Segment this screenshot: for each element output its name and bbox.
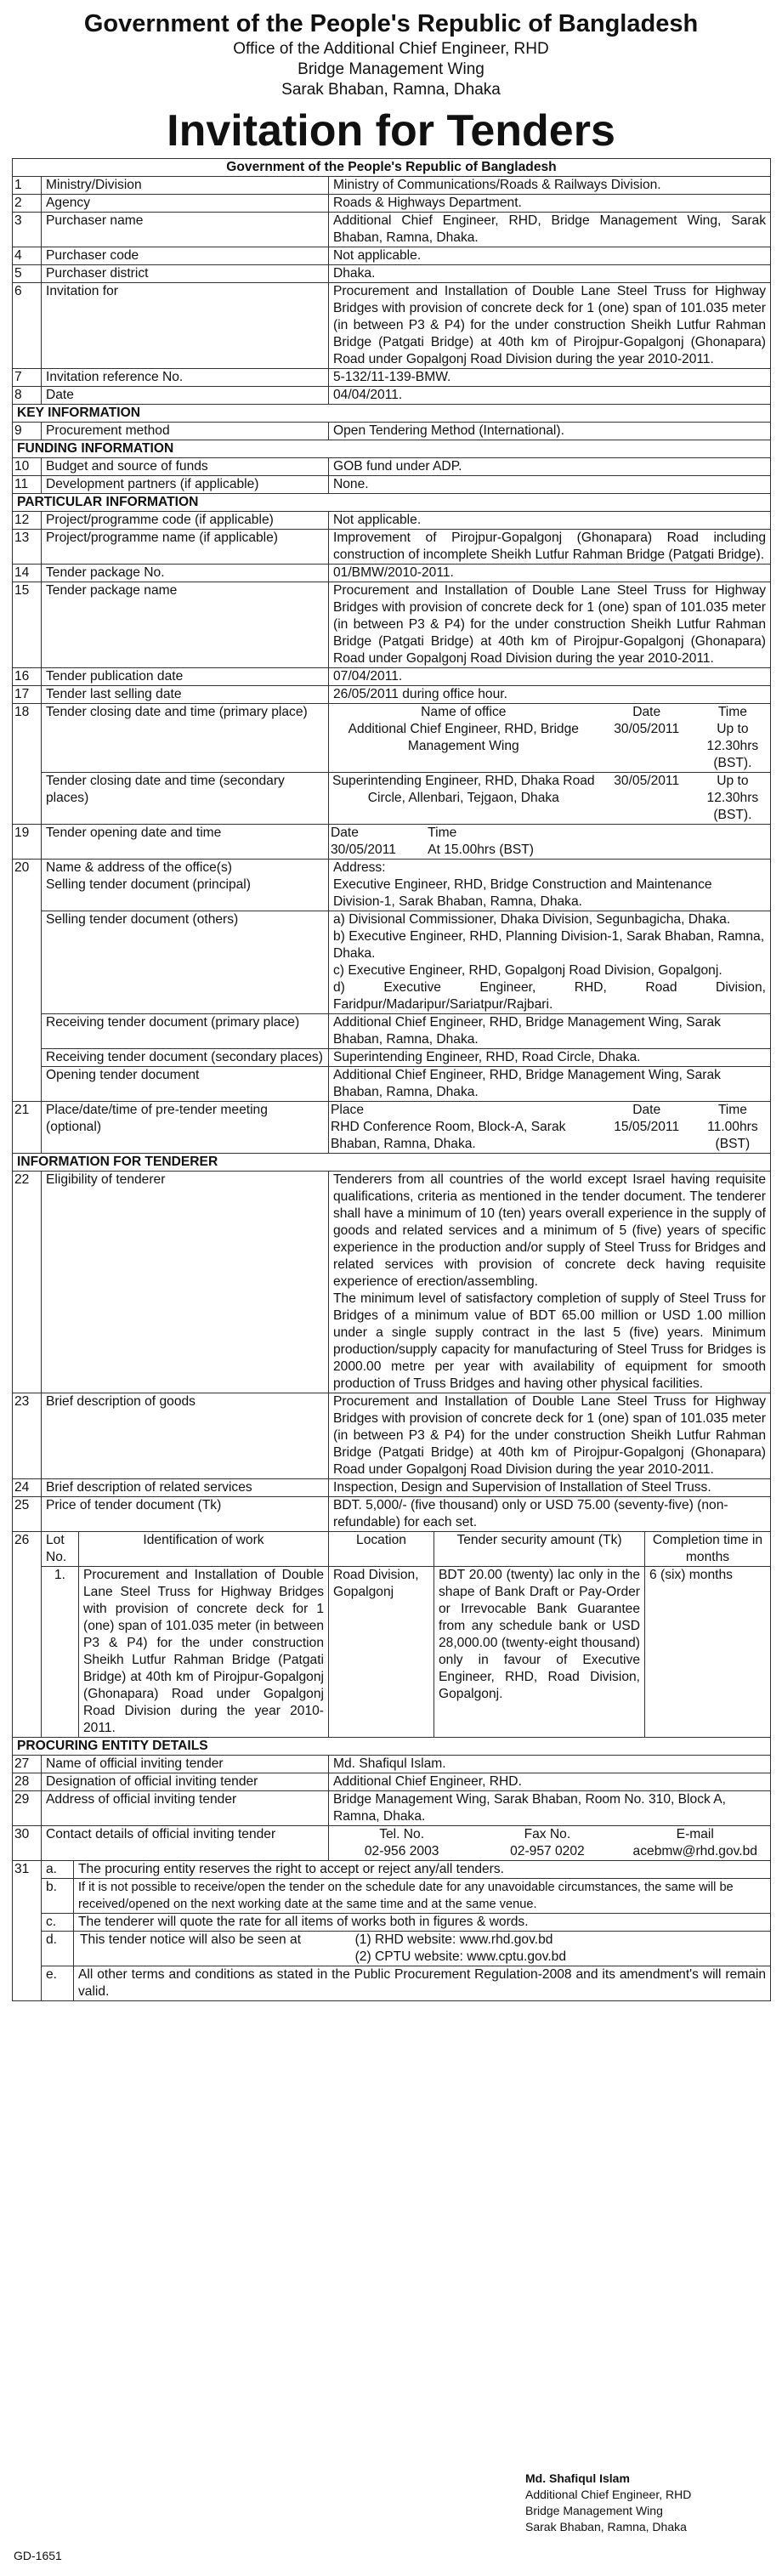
row-value: Additional Chief Engineer, RHD, Bridge Management Wing, Sarak Bhaban, Ramna, Dhaka. bbox=[329, 213, 771, 247]
table-row bbox=[13, 773, 771, 825]
row-label: Receiving tender document (secondary places) bbox=[42, 1049, 329, 1067]
header-time: Time bbox=[717, 705, 747, 719]
table-row bbox=[13, 860, 771, 877]
condition-key: a. bbox=[42, 1861, 74, 1879]
footer-code: GD-1651 bbox=[14, 2549, 62, 2562]
header-date: Date bbox=[632, 705, 661, 719]
selling-office-b: b) Executive Engineer, RHD, Planning Division-1, Sarak Bhaban, Ramna, Dhaka. bbox=[333, 929, 765, 961]
table-row bbox=[13, 1773, 771, 1791]
condition-text: If it is not possible to receive/open the tender on the schedule date for any unavoidable circumstances, the same will be received/opened on the next working date at the same time and at the same venue. bbox=[74, 1879, 771, 1914]
table-row bbox=[13, 247, 771, 265]
row-number: 27 bbox=[13, 1756, 42, 1773]
header-completion: Completion time in months bbox=[645, 1532, 771, 1567]
header-address: Sarak Bhaban, Ramna, Dhaka bbox=[281, 81, 501, 99]
table-row bbox=[13, 1049, 771, 1067]
fax-number: 02-957 0202 bbox=[510, 1844, 585, 1858]
row-value: Executive Engineer, RHD, Bridge Construction and Maintenance Division-1, Sarak Bhaban, Ramna, Dhaka. bbox=[329, 877, 771, 911]
contact-table bbox=[329, 1826, 770, 1860]
opening-date: 30/05/2011 bbox=[331, 843, 396, 857]
header-date: Date bbox=[331, 826, 359, 840]
row-value: Additional Chief Engineer, RHD. bbox=[329, 1773, 771, 1791]
header-location: Location bbox=[329, 1532, 434, 1567]
table-row bbox=[13, 387, 771, 405]
header bbox=[12, 9, 770, 158]
procuring-entity-table bbox=[12, 1737, 771, 1861]
cptu-website: (2) CPTU website: www.cptu.gov.bd bbox=[354, 1949, 567, 1964]
lot-header-row bbox=[13, 1532, 771, 1567]
section-row bbox=[13, 405, 771, 423]
row-number: 6 bbox=[13, 283, 42, 369]
table-row bbox=[13, 369, 771, 387]
tender-security: BDT 20.00 (twenty) lac only in the shape of Bank Draft or Pay-Order or Irrevocable Bank Guarantee from any schedule bank or USD 28,000.00 (twenty-eight thousand) only in favour of Executive Engineer, RHD, Road Division, Gopalgonj. bbox=[434, 1567, 645, 1738]
row-value: 04/04/2011. bbox=[329, 387, 771, 405]
rhd-website: (1) RHD website: www.rhd.gov.bd bbox=[354, 1932, 553, 1947]
row-number: 1 bbox=[13, 177, 42, 195]
closing-primary-table bbox=[329, 704, 770, 772]
row-value: 01/BMW/2010-2011. bbox=[329, 565, 771, 582]
table-row bbox=[13, 825, 771, 860]
table-caption: Government of the People's Republic of Bangladesh bbox=[13, 159, 771, 177]
signatory-designation: Additional Chief Engineer, RHD bbox=[525, 2488, 692, 2501]
table-row bbox=[13, 1756, 771, 1773]
selling-office-a: a) Divisional Commissioner, Dhaka Division, Segunbagicha, Dhaka. bbox=[333, 912, 731, 927]
row-number: 20 bbox=[13, 860, 42, 1102]
table-row bbox=[13, 877, 771, 911]
row-value: Open Tendering Method (International). bbox=[329, 423, 771, 440]
condition-text: All other terms and conditions as stated in the Public Procurement Regulation-2008 and its amendment's will remain valid. bbox=[74, 1966, 771, 2001]
condition-key: e. bbox=[42, 1966, 74, 2001]
row-label: Designation of official inviting tender bbox=[42, 1773, 329, 1791]
section-row bbox=[13, 494, 771, 512]
table-row bbox=[13, 530, 771, 565]
table-row bbox=[13, 668, 771, 686]
eligibility-paragraph: Tenderers from all countries of the world except Israel having requisite qualifications, criteria as mentioned in the tender document. The tenderer shall have a minimum of 10 (ten) years overall experience in the supply of goods and related services and a minimum of 5 (five) years of specific experience in the production and/or supply of Steel Truss for Bridges and related services with provision of concrete deck having requisite experience of erection/assembling. bbox=[333, 1172, 766, 1289]
row-label: Brief description of goods bbox=[42, 1393, 329, 1479]
row-label: Tender opening date and time bbox=[42, 825, 329, 860]
signature-block bbox=[525, 2471, 691, 2535]
table-row bbox=[13, 476, 771, 494]
lot-row bbox=[13, 1567, 771, 1738]
condition-row bbox=[13, 1932, 771, 1966]
row-label: Agency bbox=[42, 195, 329, 213]
row-value: Procurement and Installation of Double Lane Steel Truss for Highway Bridges with provision of concrete deck for 1 (one) span of 101.035 meter (in between P3 & P4) for the under construction Sheikh Lutfur Rahman Bridge (Patgati Bridge) at 40th km of Pirojpur-Gopalgonj (Ghonapara) Road under Gopalgonj Road Division during the year 2010-2011. bbox=[329, 283, 771, 369]
table-row bbox=[13, 1014, 771, 1049]
selling-office-c: c) Executive Engineer, RHD, Gopalgonj Road Division, Gopalgonj. bbox=[333, 963, 722, 978]
row-number: 12 bbox=[13, 512, 42, 530]
meeting-time: 11.00hrs (BST) bbox=[707, 1120, 758, 1151]
header-security: Tender security amount (Tk) bbox=[434, 1532, 645, 1567]
condition-text: The tenderer will quote the rate for all items of works both in figures & words. bbox=[74, 1914, 771, 1932]
row-value: Superintending Engineer, RHD, Road Circle, Dhaka. bbox=[329, 1049, 771, 1067]
row-label: Brief description of related services bbox=[42, 1479, 329, 1497]
lot-number: 1. bbox=[42, 1567, 79, 1738]
row-value: 5-132/11-139-BMW. bbox=[329, 369, 771, 387]
signatory-address: Sarak Bhaban, Ramna, Dhaka bbox=[525, 2520, 687, 2533]
row-label: Selling tender document (others) bbox=[42, 911, 329, 1014]
row-label: Tender closing date and time (primary place) bbox=[42, 704, 329, 773]
row-number: 8 bbox=[13, 387, 42, 405]
row-label: Procurement method bbox=[42, 423, 329, 440]
work-description: Procurement and Installation of Double Lane Steel Truss for Highway Bridges with provision of concrete deck for 1 (one) span of 101.035 meter (in between P3 & P4) for the under construction Sheikh Lutfur Rahman Bridge (Patgati Bridge) at 40th km of Pirojpur-Gopalgonj (Ghonapara) Road under Gopalgonj Road Division during the year 2010-2011. bbox=[79, 1567, 329, 1738]
row-number: 15 bbox=[13, 582, 42, 668]
page-title: Invitation for Tenders bbox=[167, 106, 615, 156]
row-label: Name & address of the office(s) bbox=[42, 860, 329, 877]
closing-date: 30/05/2011 bbox=[614, 722, 680, 736]
header-government: Government of the People's Republic of Bangladesh bbox=[83, 10, 699, 37]
row-number: 18 bbox=[13, 704, 42, 825]
header-time: Time bbox=[428, 826, 457, 840]
row-label: Date bbox=[42, 387, 329, 405]
table-row bbox=[13, 265, 771, 283]
row-number: 3 bbox=[13, 213, 42, 247]
row-label: Invitation reference No. bbox=[42, 369, 329, 387]
row-number: 19 bbox=[13, 825, 42, 860]
tender-notice bbox=[12, 7, 770, 2001]
tel-number: 02-956 2003 bbox=[364, 1844, 439, 1858]
row-number: 13 bbox=[13, 530, 42, 565]
row-value: 07/04/2011. bbox=[329, 668, 771, 686]
row-label: Place/date/time of pre-tender meeting (optional) bbox=[42, 1102, 329, 1154]
row-label: Contact details of official inviting tender bbox=[42, 1826, 329, 1861]
table-row bbox=[13, 1497, 771, 1532]
row-number: 4 bbox=[13, 247, 42, 265]
meeting-date: 15/05/2011 bbox=[614, 1120, 680, 1134]
condition-text: The procuring entity reserves the right to accept or reject any/all tenders. bbox=[74, 1861, 771, 1879]
row-number: 23 bbox=[13, 1393, 42, 1479]
row-number: 30 bbox=[13, 1826, 42, 1861]
row-label: Budget and source of funds bbox=[42, 458, 329, 476]
section-heading: PARTICULAR INFORMATION bbox=[13, 494, 771, 512]
row-label: Project/programme code (if applicable) bbox=[42, 512, 329, 530]
row-label: Receiving tender document (primary place) bbox=[42, 1014, 329, 1049]
condition-text bbox=[74, 1932, 771, 1966]
table-row bbox=[13, 512, 771, 530]
row-label: Tender closing date and time (secondary places) bbox=[42, 773, 329, 825]
section-row bbox=[13, 1738, 771, 1756]
header-date: Date bbox=[632, 1103, 661, 1117]
row-value: Procurement and Installation of Double Lane Steel Truss for Highway Bridges with provision of concrete deck for 1 (one) span of 101.035 meter (in between P3 & P4) for the under construction Sheikh Lutfur Rahman Bridge (Patgati Bridge) at 40th km of Pirojpur-Gopalgonj (Ghonapara) Road under Gopalgonj Road Division during the year 2010-2011. bbox=[329, 582, 771, 668]
row-label: Selling tender document (principal) bbox=[42, 877, 329, 911]
conditions-table bbox=[12, 1860, 771, 2001]
table-row bbox=[13, 565, 771, 582]
row-value: GOB fund under ADP. bbox=[329, 458, 771, 476]
row-value: Roads & Highways Department. bbox=[329, 195, 771, 213]
address-heading: Address: bbox=[329, 860, 771, 877]
row-label: Purchaser district bbox=[42, 265, 329, 283]
table-row bbox=[13, 283, 771, 369]
row-number: 21 bbox=[13, 1102, 42, 1154]
row-label: Purchaser code bbox=[42, 247, 329, 265]
table-row bbox=[13, 1067, 771, 1102]
row-label: Opening tender document bbox=[42, 1067, 329, 1102]
selling-office-d: d) Executive Engineer, RHD, Road Division, Faridpur/Madaripur/Sariatpur/Rajbari. bbox=[333, 980, 766, 1012]
row-value: Inspection, Design and Supervision of Installation of Steel Truss. bbox=[329, 1479, 771, 1497]
row-label: Price of tender document (Tk) bbox=[42, 1497, 329, 1532]
section-heading: KEY INFORMATION bbox=[13, 405, 771, 423]
row-number: 10 bbox=[13, 458, 42, 476]
table-row bbox=[13, 686, 771, 704]
row-number: 24 bbox=[13, 1479, 42, 1497]
row-value: Not applicable. bbox=[329, 247, 771, 265]
header-work: Identification of work bbox=[79, 1532, 329, 1567]
tenderer-info-table bbox=[12, 1153, 771, 1532]
row-number: 9 bbox=[13, 423, 42, 440]
table-row bbox=[13, 458, 771, 476]
closing-date: 30/05/2011 bbox=[614, 774, 680, 788]
row-label: Development partners (if applicable) bbox=[42, 476, 329, 494]
table-row bbox=[13, 911, 771, 1014]
row-number: 5 bbox=[13, 265, 42, 283]
email-address: acebmw@rhd.gov.bd bbox=[632, 1844, 757, 1858]
row-value: Dhaka. bbox=[329, 265, 771, 283]
row-value: Procurement and Installation of Double Lane Steel Truss for Highway Bridges with provision of concrete deck for 1 (one) span of 101.035 meter (in between P3 & P4) for the under construction Sheikh Lutfur Rahman Bridge (Patgati Bridge) at 40th km of Pirojpur-Gopalgonj (Ghonapara) Road under Gopalgonj Road Division during the year 2010-2011. bbox=[329, 1393, 771, 1479]
table-row bbox=[13, 195, 771, 213]
header-tel: Tel. No. bbox=[379, 1827, 425, 1841]
row-number: 29 bbox=[13, 1791, 42, 1826]
pre-tender-meeting-table bbox=[329, 1102, 770, 1153]
table-row bbox=[13, 1102, 771, 1154]
row-number: 17 bbox=[13, 686, 42, 704]
table-row bbox=[13, 213, 771, 247]
row-label: Invitation for bbox=[42, 283, 329, 369]
condition-row bbox=[13, 1966, 771, 2001]
signatory-name: Md. Shafiqul Islam bbox=[525, 2471, 630, 2485]
row-number: 31 bbox=[13, 1861, 42, 2001]
row-value bbox=[329, 911, 771, 1014]
row-number: 16 bbox=[13, 668, 42, 686]
completion-time: 6 (six) months bbox=[645, 1567, 771, 1738]
row-value: 26/05/2011 during office hour. bbox=[329, 686, 771, 704]
row-label: Eligibility of tenderer bbox=[42, 1172, 329, 1393]
row-value bbox=[329, 1172, 771, 1393]
table-row bbox=[13, 1172, 771, 1393]
row-label: Tender package No. bbox=[42, 565, 329, 582]
header-office: Name of office bbox=[421, 705, 507, 719]
section-heading: INFORMATION FOR TENDERER bbox=[13, 1154, 771, 1172]
row-number: 2 bbox=[13, 195, 42, 213]
row-number: 7 bbox=[13, 369, 42, 387]
row-value: Additional Chief Engineer, RHD, Bridge Management Wing, Sarak Bhaban, Ramna, Dhaka. bbox=[329, 1067, 771, 1102]
table-row bbox=[13, 704, 771, 773]
row-label: Tender last selling date bbox=[42, 686, 329, 704]
row-value: Improvement of Pirojpur-Gopalgonj (Ghonapara) Road including construction of incomplete Sheikh Lutfur Rahman Bridge (Patgati Bridge). bbox=[329, 530, 771, 565]
office-name: Superintending Engineer, RHD, Dhaka Road Circle, Allenbari, Tejgaon, Dhaka bbox=[332, 774, 595, 805]
row-label: Ministry/Division bbox=[42, 177, 329, 195]
table-row bbox=[13, 1791, 771, 1826]
header-office: Office of the Additional Chief Engineer, RHD bbox=[233, 40, 549, 58]
row-value: Bridge Management Wing, Sarak Bhaban, Room No. 310, Block A, Ramna, Dhaka. bbox=[329, 1791, 771, 1826]
header-fax: Fax No. bbox=[524, 1827, 571, 1841]
condition-row bbox=[13, 1879, 771, 1914]
row-number: 26 bbox=[13, 1532, 42, 1738]
website-note: This tender notice will also be seen at bbox=[80, 1932, 302, 1947]
row-number: 22 bbox=[13, 1172, 42, 1393]
lot-table bbox=[12, 1531, 771, 1738]
closing-secondary-table bbox=[329, 773, 770, 824]
condition-key: b. bbox=[42, 1879, 74, 1914]
row-value: BDT. 5,000/- (five thousand) only or USD 75.00 (seventy-five) (non-refundable) for each set. bbox=[329, 1497, 771, 1532]
section-heading: PROCURING ENTITY DETAILS bbox=[13, 1738, 771, 1756]
row-label: Address of official inviting tender bbox=[42, 1791, 329, 1826]
work-location: Road Division, Gopalgonj bbox=[329, 1567, 434, 1738]
condition-key: d. bbox=[42, 1932, 74, 1966]
row-value: None. bbox=[329, 476, 771, 494]
row-label: Tender package name bbox=[42, 582, 329, 668]
opening-table bbox=[329, 825, 770, 859]
table-row bbox=[13, 423, 771, 440]
table-row bbox=[13, 1393, 771, 1479]
header-time: Time bbox=[717, 1103, 747, 1117]
row-number: 28 bbox=[13, 1773, 42, 1791]
table-row bbox=[13, 1826, 771, 1861]
closing-time: Up to 12.30hrs (BST). bbox=[706, 774, 759, 822]
section-row bbox=[13, 440, 771, 458]
row-number: 25 bbox=[13, 1497, 42, 1532]
closing-time: Up to 12.30hrs (BST). bbox=[706, 722, 759, 770]
row-label: Purchaser name bbox=[42, 213, 329, 247]
row-label: Tender publication date bbox=[42, 668, 329, 686]
table-row bbox=[13, 1479, 771, 1497]
row-label: Project/programme name (if applicable) bbox=[42, 530, 329, 565]
row-value: Ministry of Communications/Roads & Railways Division. bbox=[329, 177, 771, 195]
tender-table bbox=[12, 158, 771, 1154]
row-value: Additional Chief Engineer, RHD, Bridge Management Wing, Sarak Bhaban, Ramna, Dhaka. bbox=[329, 1014, 771, 1049]
signatory-wing: Bridge Management Wing bbox=[525, 2504, 663, 2517]
condition-row bbox=[13, 1861, 771, 1879]
row-number: 11 bbox=[13, 476, 42, 494]
row-value: Not applicable. bbox=[329, 512, 771, 530]
row-label: Name of official inviting tender bbox=[42, 1756, 329, 1773]
header-email: E-mail bbox=[676, 1827, 714, 1841]
table-row bbox=[13, 177, 771, 195]
opening-time: At 15.00hrs (BST) bbox=[428, 843, 534, 857]
table-row bbox=[13, 582, 771, 668]
header-place: Place bbox=[331, 1103, 365, 1117]
meeting-place: RHD Conference Room, Block-A, Sarak Bhaban, Ramna, Dhaka. bbox=[331, 1120, 566, 1151]
section-row bbox=[13, 1154, 771, 1172]
row-value: Md. Shafiqul Islam. bbox=[329, 1756, 771, 1773]
condition-row bbox=[13, 1914, 771, 1932]
section-heading: FUNDING INFORMATION bbox=[13, 440, 771, 458]
office-name: Additional Chief Engineer, RHD, Bridge Management Wing bbox=[348, 722, 579, 753]
table-caption-row bbox=[13, 159, 771, 177]
condition-key: c. bbox=[42, 1914, 74, 1932]
header-lot: Lot No. bbox=[42, 1532, 79, 1567]
eligibility-paragraph: The minimum level of satisfactory completion of supply of Steel Truss for Bridges of a minimum value of BDT 65.00 million or USD 1.00 million under a single supply contract in the last 5 (five) years. Minimum production/supply capacity for manufacturing of Steel Truss for Bridges is 2000.00 metre per year with availability of equipment for smooth production of Truss Bridges and having other physical facilities. bbox=[333, 1291, 766, 1391]
header-wing: Bridge Management Wing bbox=[298, 60, 484, 78]
row-number: 14 bbox=[13, 565, 42, 582]
